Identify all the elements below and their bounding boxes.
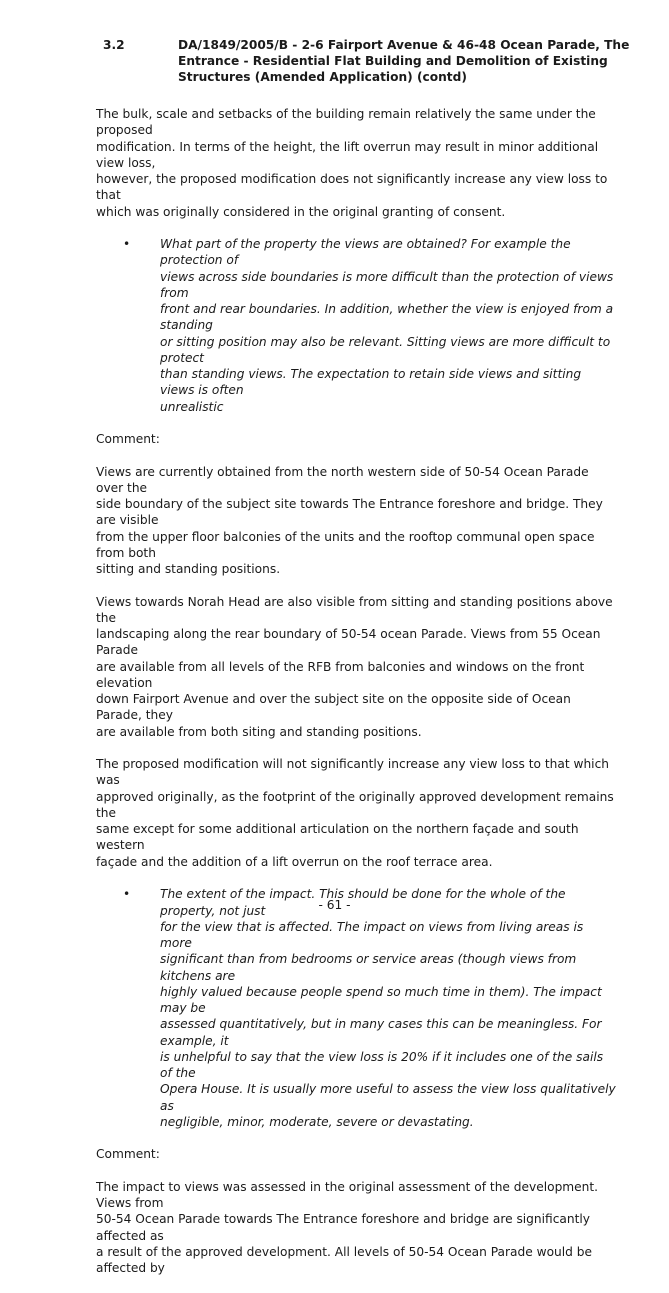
section-title: DA/1849/2005/B - 2-6 Fairport Avenue & 46-48 Ocean Parade, The Entrance - Residential Flat Building and Demolition of Existing Structures (Amended Application) (contd) <box>178 38 630 85</box>
paragraph-bulk-scale: The bulk, scale and setbacks of the building remain relatively the same under the proposed modification. In terms of the height, the lift overrun may result in minor additional view loss, however, the proposed modification does not significantly increase any view loss to that which was originally considered in the original granting of consent. <box>96 107 608 219</box>
bullet-icon: • <box>123 887 131 902</box>
bullet-views-obtained <box>96 236 616 415</box>
page-number: - 61 - <box>318 898 351 912</box>
section-number: 3.2 <box>103 38 125 52</box>
paragraph-impact-assessed: The impact to views was assessed in the original assessment of the development. Views from 50-54 Ocean Parade towards The Entrance foreshore and bridge are significantly affected as a result of the approved development. All levels of 50-54 Ocean Parade would be affected by <box>96 1179 599 1276</box>
paragraph-proposed-modification: The proposed modification will not significantly increase any view loss to that which was approved originally, as the footprint of the originally approved development remains the same except for some additional articulation on the northern façade and south western façade and the addition of a lift overrun on the roof terrace area. <box>96 757 614 869</box>
paragraph-current-views: Views are currently obtained from the north western side of 50-54 Ocean Parade over the side boundary of the subject site towards The Entrance foreshore and bridge. They are visible from the upper floor balconies of the units and the rooftop communal open space from both sitting and standing positions. <box>96 464 603 577</box>
comment-label: Comment: <box>96 432 160 447</box>
bullet-extent-of-impact <box>96 886 616 1130</box>
bullet-text: What part of the property the views are obtained? For example the protection of views across side boundaries is more difficult than the protection of views from front and rear boundaries. In addition, whether the view is enjoyed from a standing or sitting position may also be relevant. Sitting views are more difficult to protect than standing views. The expectation to retain side views and sitting views is often unrealistic <box>160 237 614 414</box>
bullet-text: The extent of the impact. This should be done for the whole of the property, not just for the view that is affected. The impact on views from living areas is more significant than from bedrooms or service areas (though views from kitchens are highly valued because people spend so much time in them). The impact may be assessed quantitatively, but in many cases this can be meaningless. For example, it is unhelpful to say that the view loss is 20% if it includes one of the sails of the Opera House. It is usually more useful to assess the view loss qualitatively as negligible, minor, moderate, severe or devastating. <box>160 887 616 1129</box>
paragraph-norah-head: Views towards Norah Head are also visible from sitting and standing positions above the landscaping along the rear boundary of 50-54 ocean Parade. Views from 55 Ocean Parade are available from all levels of the RFB from balconies and windows on the front elevation down Fairport Avenue and over the subject site on the opposite side of Ocean Parade, they are available from both siting and standing positions. <box>96 594 613 739</box>
bullet-icon: • <box>123 237 131 252</box>
document-body <box>96 106 616 1293</box>
comment-label: Comment: <box>96 1147 160 1162</box>
